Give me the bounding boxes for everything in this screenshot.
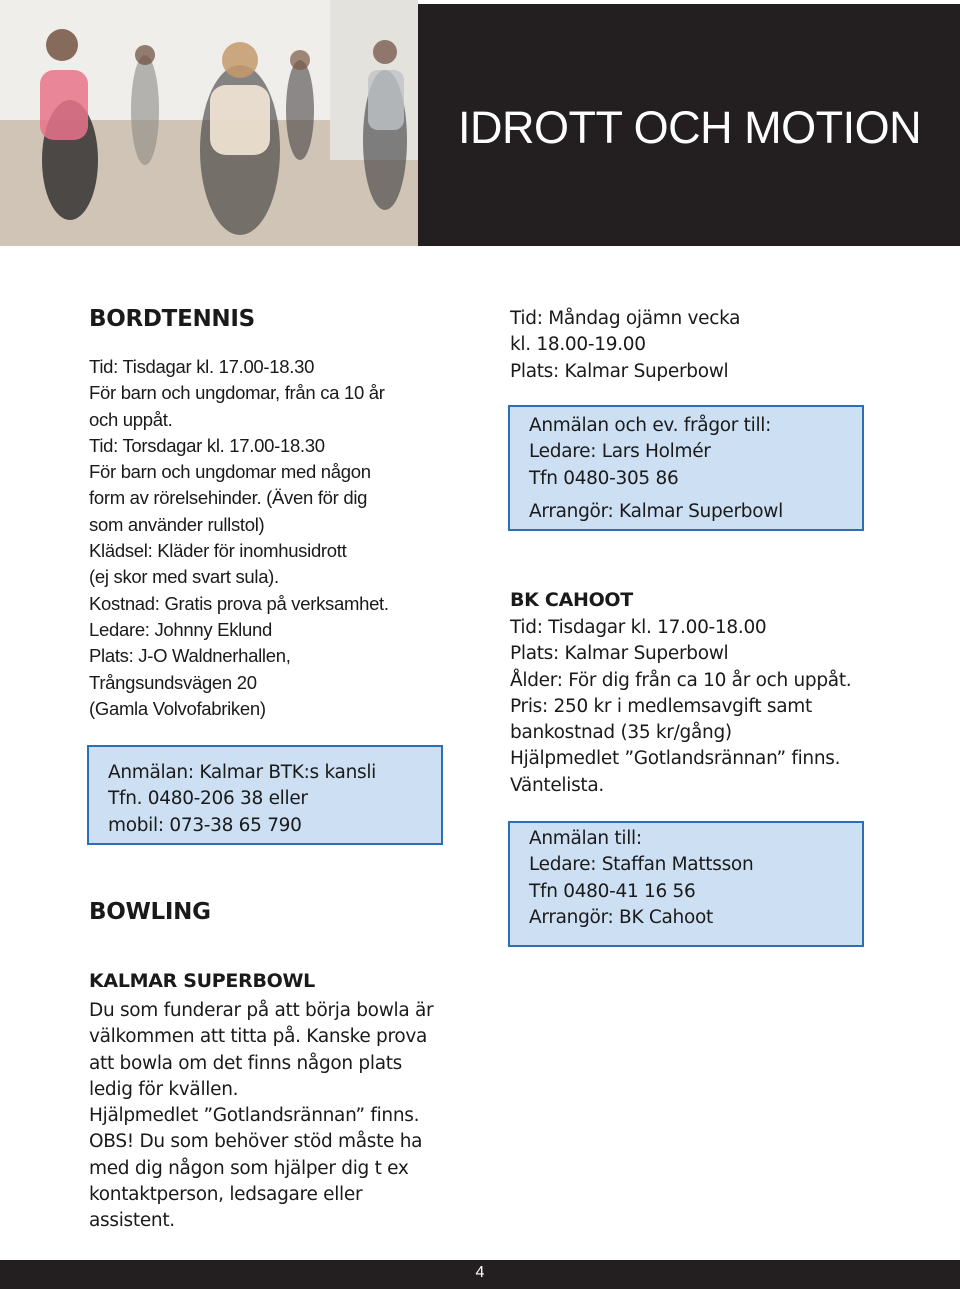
bordtennis-line: Ledare: Johnny Eklund xyxy=(89,618,272,640)
bk-cahoot-line: Väntelista. xyxy=(510,774,605,796)
kalmar-superbowl-line: att bowla om det finns någon plats xyxy=(89,1052,403,1074)
bordtennis-signup-box xyxy=(87,745,443,845)
bordtennis-signup-text xyxy=(108,760,376,839)
header-band xyxy=(418,4,960,246)
superbowl-signup-line: Anmälan och ev. frågor till: xyxy=(529,415,772,436)
bk-cahoot-signup-line: Anmälan till: xyxy=(529,828,642,849)
bordtennis-heading: BORDTENNIS xyxy=(89,306,255,332)
bordtennis-line: Tid: Torsdagar kl. 17.00-18.30 xyxy=(89,434,325,456)
bordtennis-line: form av rörelsehinder. (Även för dig xyxy=(89,487,368,509)
kalmar-superbowl-line: kontaktperson, ledsagare eller xyxy=(89,1184,363,1206)
superbowl-schedule-line: Plats: Kalmar Superbowl xyxy=(510,360,729,382)
bordtennis-line: För barn och ungdomar, från ca 10 år xyxy=(89,382,385,404)
footer-bar xyxy=(0,1260,960,1289)
superbowl-schedule-line: Tid: Måndag ojämn vecka xyxy=(510,308,741,329)
bordtennis-line: Klädsel: Kläder för inomhusidrott xyxy=(89,540,347,562)
bk-cahoot-line: Tid: Tisdagar kl. 17.00-18.00 xyxy=(510,617,767,638)
bk-cahoot-signup-line: Ledare: Staffan Mattsson xyxy=(529,854,754,876)
superbowl-schedule-line: kl. 18.00-19.00 xyxy=(510,334,646,356)
kalmar-superbowl-line: Du som funderar på att börja bowla är xyxy=(89,1000,434,1021)
superbowl-signup-line: Arrangör: Kalmar Superbowl xyxy=(529,500,783,522)
bordtennis-line: Plats: J-O Waldnerhallen, xyxy=(89,645,291,667)
bordtennis-line: Tid: Tisdagar kl. 17.00-18.30 xyxy=(89,356,315,377)
bk-cahoot-signup-box xyxy=(508,821,864,947)
superbowl-signup-line: Tfn 0480-305 86 xyxy=(529,467,679,489)
bordtennis-signup-line: mobil: 073-38 65 790 xyxy=(108,814,302,836)
bordtennis-section xyxy=(89,306,389,722)
bordtennis-text xyxy=(89,354,389,722)
kalmar-superbowl-line: assistent. xyxy=(89,1210,175,1232)
bordtennis-line: Trångsundsvägen 20 xyxy=(89,671,257,693)
kalmar-superbowl-line: ledig för kvällen. xyxy=(89,1078,239,1100)
bk-cahoot-line: Pris: 250 kr i medlemsavgift samt xyxy=(510,695,812,717)
bordtennis-signup-line: Tfn. 0480-206 38 eller xyxy=(108,788,308,810)
bowling-heading: BOWLING xyxy=(89,899,211,925)
bk-cahoot-line: Hjälpmedlet ”Gotlandsrännan” finns. xyxy=(510,748,841,770)
superbowl-schedule xyxy=(510,306,740,385)
kalmar-superbowl-line: med dig någon som hjälper dig t ex xyxy=(89,1157,409,1179)
dance-class-photo xyxy=(0,0,418,246)
bk-cahoot-line: Plats: Kalmar Superbowl xyxy=(510,643,729,665)
bk-cahoot-line: bankostnad (35 kr/gång) xyxy=(510,722,732,744)
kalmar-superbowl-heading: KALMAR SUPERBOWL xyxy=(89,970,315,992)
kalmar-superbowl-line: välkommen att titta på. Kanske prova xyxy=(89,1026,428,1048)
bk-cahoot-text xyxy=(510,615,851,799)
bk-cahoot-signup-text xyxy=(529,826,753,931)
kalmar-superbowl-line: OBS! Du som behöver stöd måste ha xyxy=(89,1131,423,1153)
superbowl-signup-box xyxy=(508,405,864,531)
bordtennis-line: (ej skor med svart sula). xyxy=(89,566,279,588)
header-photo xyxy=(0,0,418,246)
page-number: 4 xyxy=(475,1264,485,1281)
bk-cahoot-heading: BK CAHOOT xyxy=(510,589,633,611)
superbowl-schedule-text xyxy=(510,306,740,385)
bordtennis-line: Kostnad: Gratis prova på verksamhet. xyxy=(89,592,389,614)
superbowl-signup-text xyxy=(529,413,783,525)
kalmar-superbowl-section xyxy=(89,970,433,1235)
bordtennis-signup-line: Anmälan: Kalmar BTK:s kansli xyxy=(108,762,377,783)
bk-cahoot-line: Ålder: För dig från ca 10 år och uppåt. xyxy=(510,669,852,691)
bordtennis-line: och uppåt. xyxy=(89,408,173,430)
kalmar-superbowl-text xyxy=(89,998,433,1235)
bordtennis-line: som använder rullstol) xyxy=(89,513,265,535)
superbowl-signup-line: Ledare: Lars Holmér xyxy=(529,441,711,463)
bk-cahoot-signup-line: Arrangör: BK Cahoot xyxy=(529,906,713,928)
page-title: IDROTT OCH MOTION xyxy=(458,102,922,153)
kalmar-superbowl-line: Hjälpmedlet ”Gotlandsrännan” finns. xyxy=(89,1105,420,1127)
bk-cahoot-signup-line: Tfn 0480-41 16 56 xyxy=(529,880,696,902)
bordtennis-line: För barn och ungdomar med någon xyxy=(89,461,371,483)
bordtennis-line: (Gamla Volvofabriken) xyxy=(89,697,266,719)
bk-cahoot-section xyxy=(510,589,851,799)
